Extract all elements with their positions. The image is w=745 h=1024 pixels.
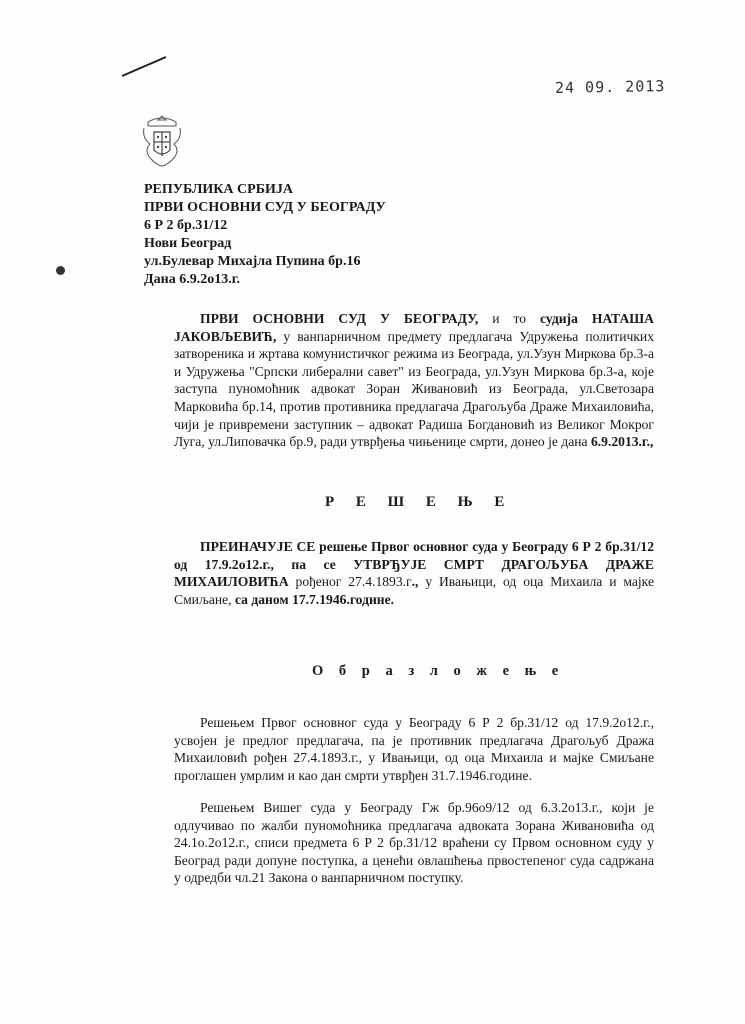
intro-court: ПРВИ ОСНОВНИ СУД У БЕОГРАДУ, — [200, 311, 479, 326]
reasoning-paragraph-1: Решењем Првог основног суда у Београду 6 Р 2 бр.31/12 од 17.9.2о12.г., усвојен је предлог предлагача, па је противник предлагача Драгољуб Дража Михаиловић рођен 27.4.1893.г., у Ивањици, од оца Михаила и мајке Смиљане проглашен умрлим и као дан смрти утврђен 31.7.1946.године. — [174, 715, 654, 783]
reasoning-paragraph-2: Решењем Вишег суда у Београду Гж бр.96о9/12 од 6.3.2о13.г., који је одлучивао по жалби пуномоћника предлагача адвоката Зорана Живановића од 24.1о.2о12.г., списи предмета 6 Р 2 бр.31/12 враћени су Првом основном суду у Београд ради допуне поступка, а ценећи овлашћења првостепеног суда садржана у одредби чл.21 Закона о ванпарничном поступку. — [174, 800, 654, 886]
pen-mark-icon — [120, 54, 170, 78]
header-country: РЕПУБЛИКА СРБИЈА — [144, 182, 293, 197]
decision-sep: ., — [411, 574, 426, 590]
intro-and: и то — [478, 311, 541, 326]
intro-body: у ванпарничном предмету предлагача Удружења политичких затвореника и жртава комунистичког режима из Београда, ул.Узун Миркова бр.3-а и Удружења "Српски либерални савет" из Београда, ул.Узун Миркова бр.3-а, које заступа пуномоћник адвокат Зоран Живановић из Београда, ул.Светозара Марковића бр.14, против противника предлагача Драгољуба Драже Михаиловића, чији је привремени заступник – адвокат Радиша Богдановић из Великог Мокрог Луга, ул.Липовачка бр.9, ради утврђења чињенице смрти, донео је дана — [174, 328, 654, 450]
header-case-number: 6 Р 2 бр.31/12 — [144, 218, 228, 233]
decision-parents: у Ивањици, од оца Михаила и мајке Смиљане, — [174, 574, 654, 607]
intro-paragraph — [174, 310, 654, 451]
header-date: Дана 6.9.2о13.г. — [144, 272, 240, 287]
decision-heading: Р Е Ш Е Њ Е — [325, 494, 514, 510]
ink-dot — [56, 266, 65, 275]
header-court: ПРВИ ОСНОВНИ СУД У БЕОГРАДУ — [144, 200, 386, 215]
decision-main: ПРЕИНАЧУЈЕ СЕ решење Првог основног суда у Београду 6 Р 2 бр.31/12 од 17.9.2о12.г., па се УТВРЂУЈЕ СМРТ ДРАГОЉУБА ДРАЖЕ МИХАИЛОВИЋА — [174, 539, 654, 590]
intro-judge: судија НАТАША ЈАКОВЉЕВИЋ, — [174, 311, 655, 344]
decision-paragraph — [174, 538, 654, 608]
header-address: ул.Булевар Михајла Пупина бр.16 — [144, 254, 361, 269]
intro-date: 6.9.2013.г., — [590, 434, 654, 450]
court-header — [144, 181, 386, 289]
received-date-stamp: 24 09. 2013 — [554, 77, 666, 97]
header-city: Нови Београд — [144, 236, 232, 251]
coat-of-arms-icon — [140, 112, 184, 168]
decision-date: са даном 17.7.1946.године. — [234, 591, 395, 607]
decision-born: рођеног 27.4.1893.г — [288, 574, 412, 590]
reasoning-heading: О б р а з л о ж е њ е — [312, 663, 565, 679]
